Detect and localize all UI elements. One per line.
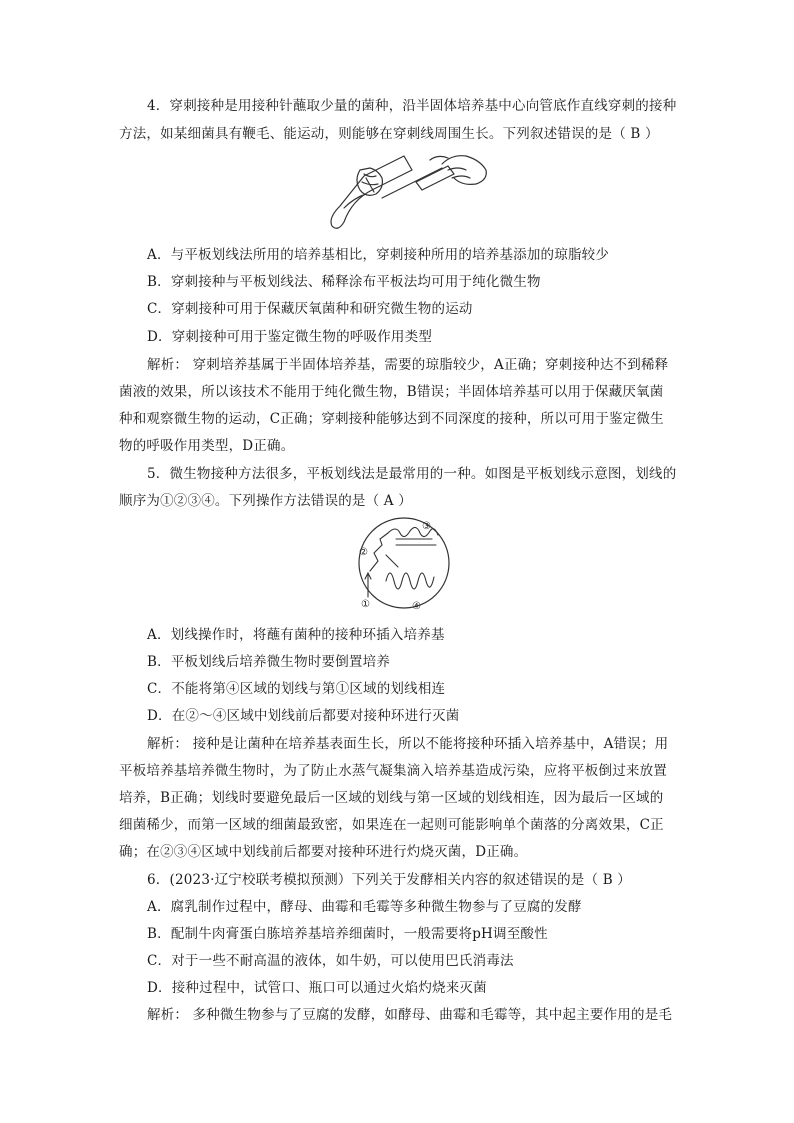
streak-label-1: ① (361, 599, 370, 610)
q6-stem-line-1: 6．(2023·辽宁校联考模拟预测）下列关于发酵相关内容的叙述错误的是（ B ） (147, 872, 632, 888)
q6-analysis-line-1: 解析： 多种微生物参与了豆腐的发酵，如酵母、曲霉和毛霉等，其中起主要作用的是毛 (147, 1007, 673, 1023)
q4-option-b: B．穿刺接种与平板划线法、稀释涂布平板法均可用于纯化微生物 (147, 274, 541, 290)
q5-option-a: A．划线操作时，将蘸有菌种的接种环插入培养基 (147, 627, 445, 643)
q5-analysis-line-2: 平板培养基培养微生物时，为了防止水蒸气凝集滴入培养基造成污染，应将平板倒过来放置 (119, 763, 667, 779)
q4-analysis-line-3: 种和观察微生物的运动，C正确；穿刺接种能够达到不同深度的接种，所以可用于鉴定微生 (119, 411, 664, 427)
q5-option-b: B．平板划线后培养微生物时要倒置培养 (147, 654, 391, 670)
q4-option-a: A．与平板划线法所用的培养基相比，穿刺接种所用的培养基添加的琼脂较少 (147, 247, 610, 263)
q4-option-c: C．穿刺接种可用于保藏厌氧菌种和研究微生物的运动 (147, 301, 473, 317)
q5-analysis-line-1: 解析： 接种是让菌种在培养基表面生长，所以不能将接种环插入培养基中，A错误；用 (147, 736, 669, 752)
q6-option-a: A．腐乳制作过程中，酵母、曲霉和毛霉等多种微生物参与了豆腐的发酵 (147, 899, 582, 915)
q4-analysis-line-1: 解析： 穿刺培养基属于半固体培养基，需要的琼脂较少，A正确；穿刺接种达不到稀释 (147, 357, 669, 373)
q5-analysis-line-5: 确；在②③④区域中划线前后都要对接种环进行灼烧灭菌，D正确。 (119, 844, 528, 860)
q4-analysis-line-4: 物的呼吸作用类型，D正确。 (119, 438, 295, 454)
q5-stem-line-2: 顺序为①②③④。下列操作方法错误的是（ A ） (119, 493, 412, 509)
streak-plate-diagram (356, 515, 452, 611)
q4-stem-line-2: 方法，如某细菌具有鞭毛、能运动，则能够在穿刺线周围生长。下列叙述错误的是（ B ） (119, 126, 659, 142)
streak-label-3: ③ (422, 521, 431, 532)
q6-option-c: C．对于一些不耐高温的液体，如牛奶，可以使用巴氏消毒法 (147, 953, 514, 969)
streak-label-2: ② (359, 547, 368, 558)
q4-option-d: D．穿刺接种可用于鉴定微生物的呼吸作用类型 (147, 329, 433, 345)
stab-inoculation-illustration (330, 148, 490, 234)
q6-option-d: D．接种过程中，试管口、瓶口可以通过火焰灼烧来灭菌 (147, 980, 487, 996)
streak-label-4: ④ (412, 601, 421, 611)
q5-stem-line-1: 5．微生物接种方法很多，平板划线法是最常用的一种。如图是平板划线示意图，划线的 (147, 466, 677, 482)
q5-option-d: D．在②～④区域中划线前后都要对接种环进行灭菌 (147, 708, 460, 724)
q4-analysis-line-2: 菌液的效果，所以该技术不能用于纯化微生物，B错误；半固体培养基可以用于保藏厌氧菌 (119, 384, 664, 400)
q5-option-c: C．不能将第④区域的划线与第①区域的划线相连 (147, 681, 446, 697)
q4-stem-line-1: 4．穿刺接种是用接种针蘸取少量的菌种，沿半固体培养基中心向管底作直线穿刺的接种 (147, 98, 677, 114)
q5-analysis-line-4: 细菌稀少，而第一区域的细菌最致密，如果连在一起则可能影响单个菌落的分离效果，C正 (119, 817, 664, 833)
q5-analysis-line-3: 培养，B正确；划线时要避免最后一区域的划线与第一区域的划线相连，因为最后一区域的 (119, 790, 664, 806)
q6-option-b: B．配制牛肉膏蛋白胨培养基培养细菌时，一般需要将pH调至酸性 (147, 926, 548, 942)
